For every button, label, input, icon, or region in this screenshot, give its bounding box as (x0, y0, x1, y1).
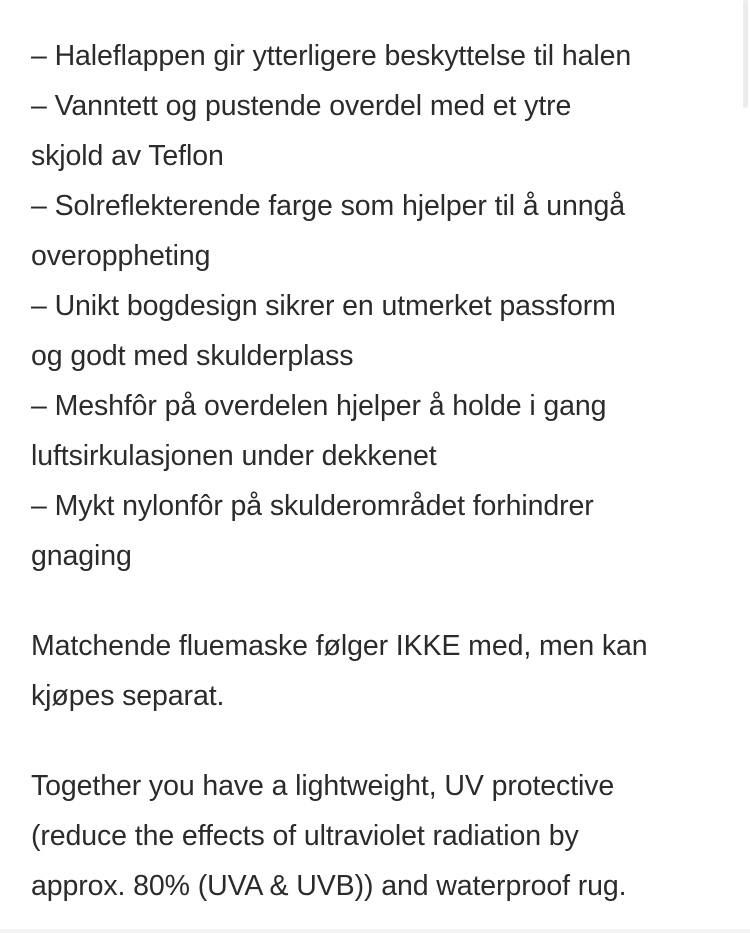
note-line: Matchende fluemaske følger IKKE med, men kan (31, 630, 648, 662)
summary-line: (reduce the effects of ultraviolet radiation by (31, 820, 579, 852)
feature-line: – Vanntett og pustende overdel med et ytre (31, 90, 572, 122)
feature-line: – Haleflappen gir ytterligere beskyttelse til halen (31, 40, 632, 72)
paragraph-spacer (31, 581, 721, 621)
summary-paragraph (31, 761, 721, 911)
feature-line: gnaging (31, 540, 132, 572)
vertical-scrollbar[interactable] (742, 0, 748, 933)
feature-line: og godt med skulderplass (31, 340, 354, 372)
scrollbar-thumb[interactable] (743, 0, 748, 108)
paragraph-spacer (31, 721, 721, 761)
feature-line: – Meshfôr på overdelen hjelper å holde i gang (31, 390, 607, 422)
feature-list (31, 31, 721, 581)
bottom-divider (0, 929, 750, 933)
fly-mask-note (31, 621, 721, 721)
product-description (31, 31, 721, 911)
summary-line: approx. 80% (UVA & UVB)) and waterproof rug. (31, 870, 627, 902)
feature-line: skjold av Teflon (31, 140, 224, 172)
feature-line: overoppheting (31, 240, 211, 272)
summary-line: Together you have a lightweight, UV protective (31, 770, 615, 802)
feature-line: – Mykt nylonfôr på skulderområdet forhindrer (31, 490, 594, 522)
note-line: kjøpes separat. (31, 680, 225, 712)
feature-line: luftsirkulasjonen under dekkenet (31, 440, 437, 472)
feature-line: – Solreflekterende farge som hjelper til å unngå (31, 190, 626, 222)
feature-line: – Unikt bogdesign sikrer en utmerket passform (31, 290, 616, 322)
